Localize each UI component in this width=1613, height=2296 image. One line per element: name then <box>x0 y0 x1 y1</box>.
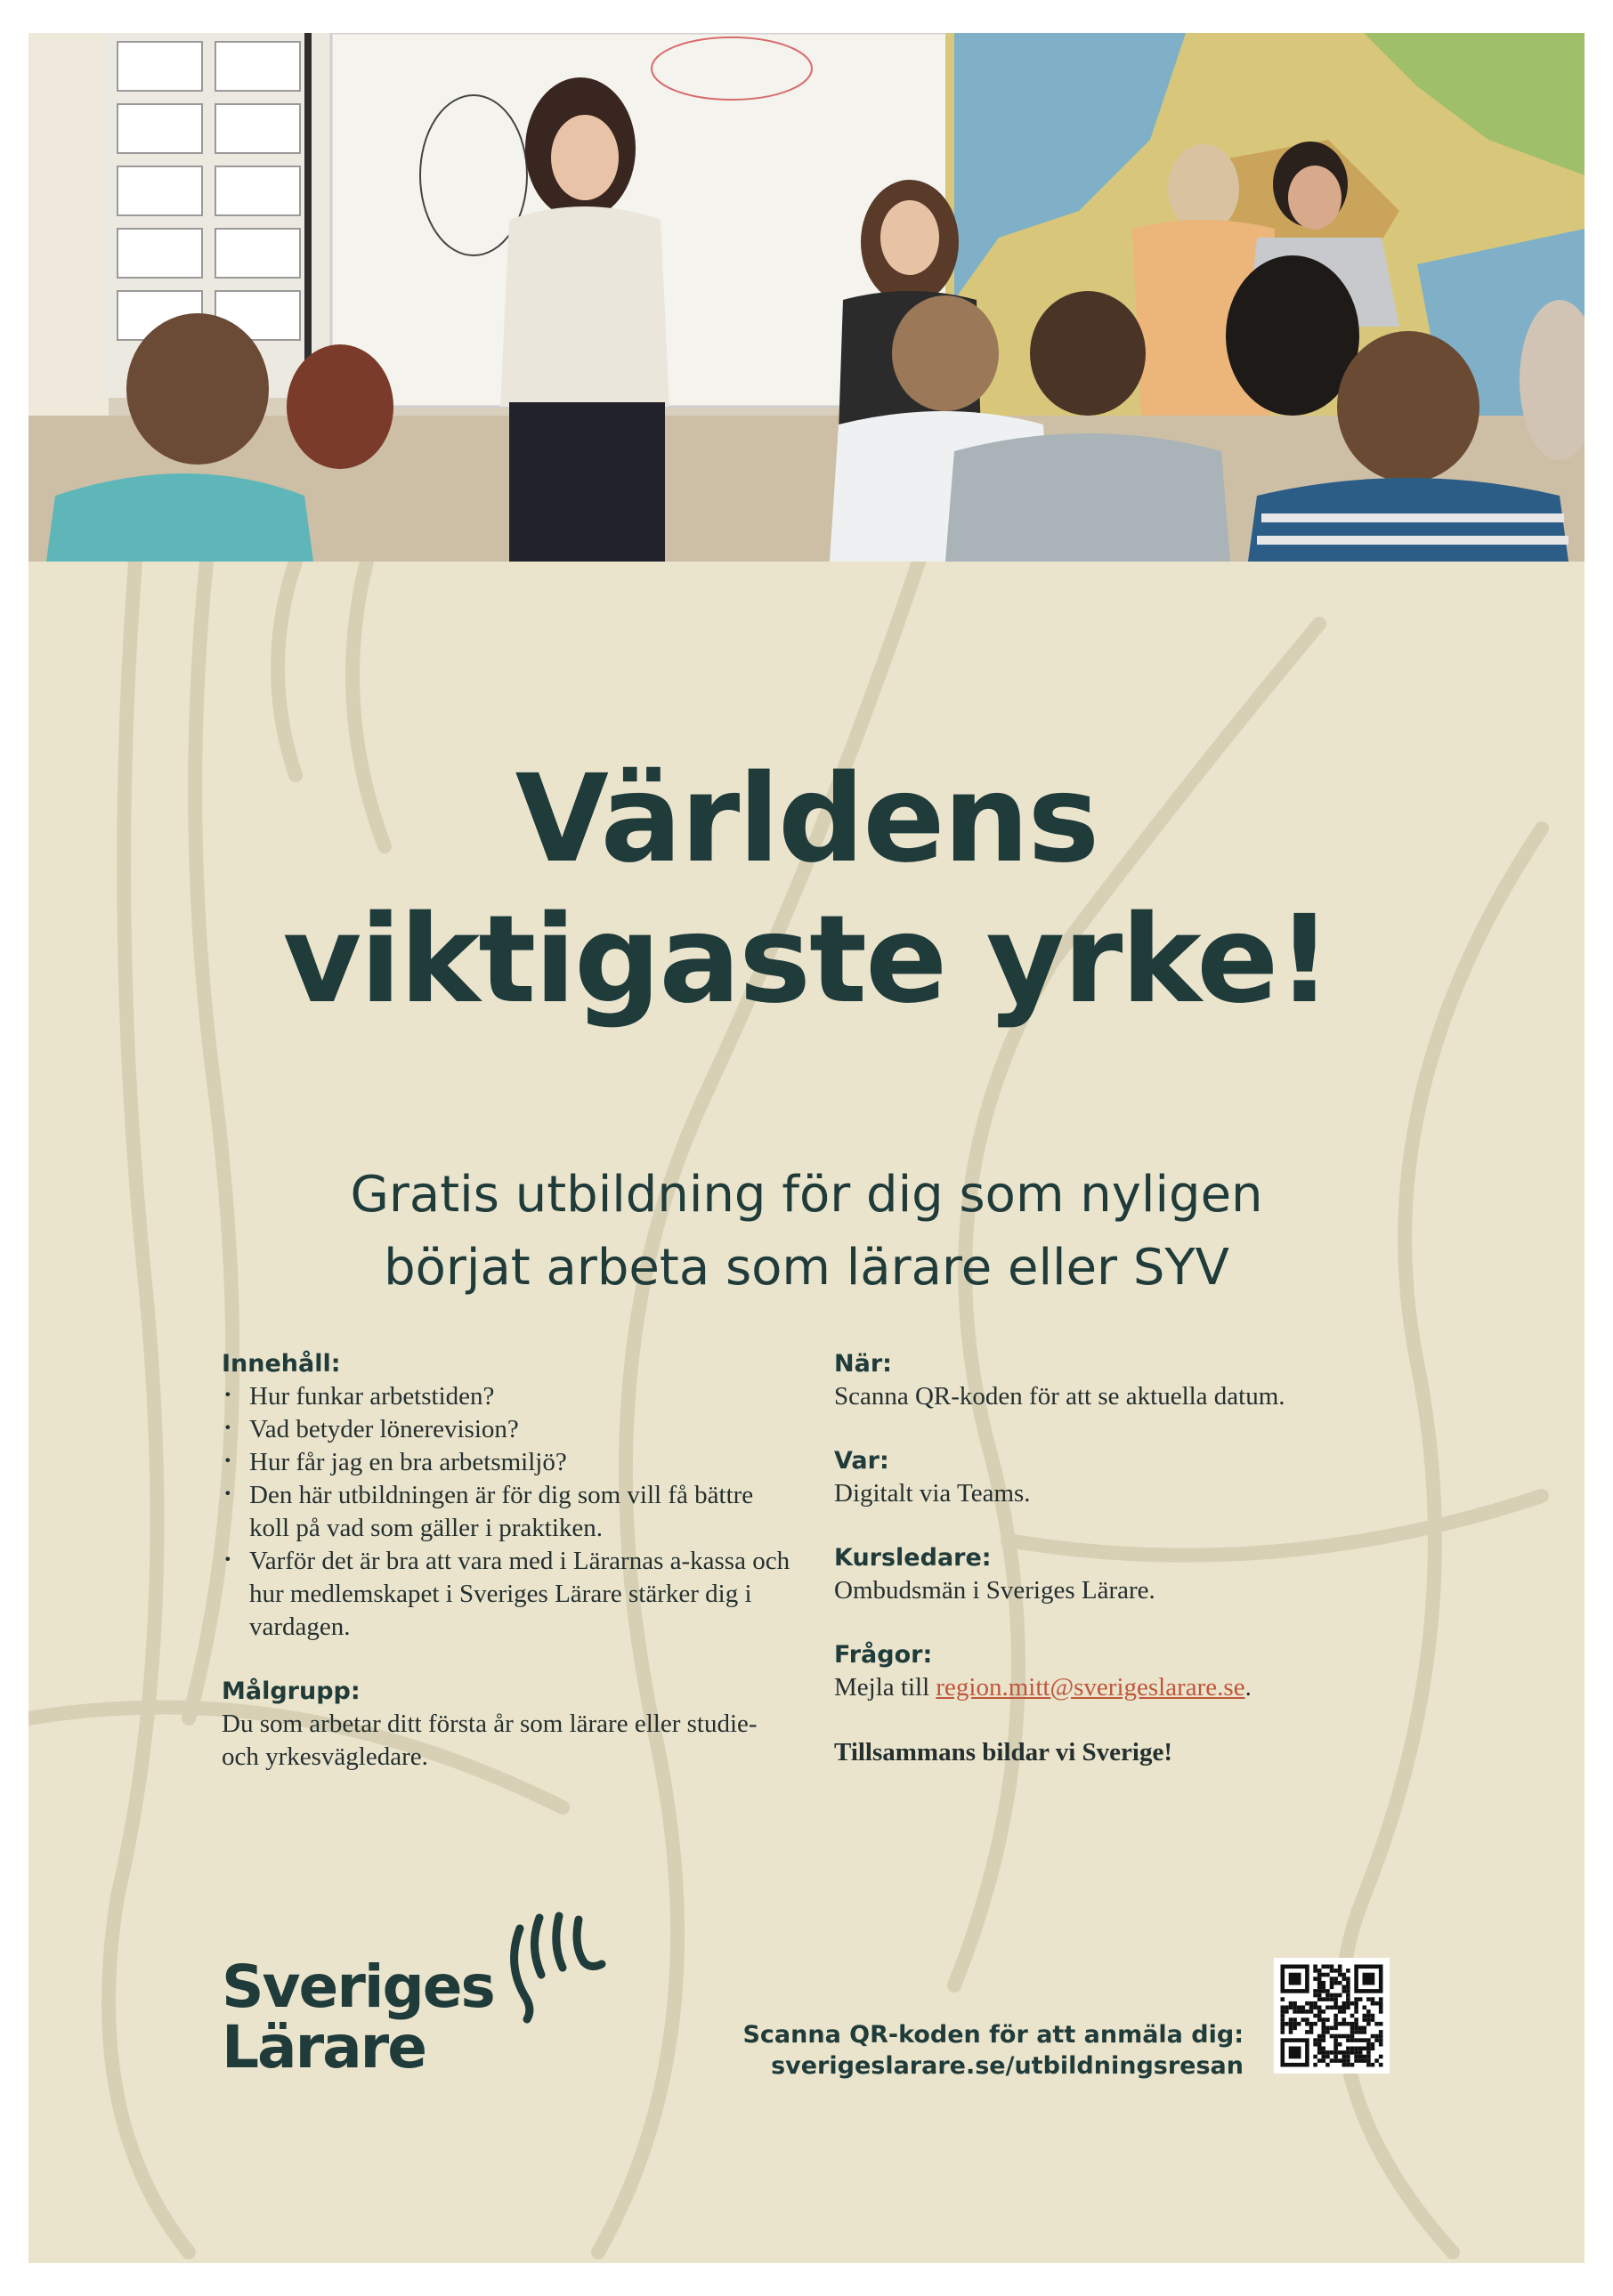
where-label: Var: <box>834 1447 889 1475</box>
when-label: När: <box>834 1350 892 1378</box>
list-item: · Varför det är bra att vara med i Lärarnas a-kassa och hur medlemskapet i Sveriges Lärare stärker dig i vardagen. <box>222 1545 791 1644</box>
right-column <box>834 1348 1404 1769</box>
qr-code-icon <box>1274 1958 1390 2074</box>
content-label: Innehåll: <box>222 1350 341 1378</box>
email-link[interactable]: region.mitt@sverigeslarare.se <box>936 1673 1245 1702</box>
content-list <box>222 1380 791 1644</box>
classroom-photo-icon <box>28 33 1585 562</box>
list-item: · Vad betyder lönerevision? <box>222 1413 791 1446</box>
course-leaders-text: Ombudsmän i Sveriges Lärare. <box>834 1576 1155 1605</box>
headline-line-2: viktigaste yrke! <box>282 890 1331 1031</box>
target-group-text: Du som arbetar ditt första år som lärare eller studie- och yrkesvägledare. <box>222 1710 758 1771</box>
qr-code[interactable] <box>1274 1958 1390 2074</box>
poster <box>28 33 1585 2263</box>
left-column <box>222 1348 791 1774</box>
hero-photo <box>28 33 1585 562</box>
target-group-label: Målgrupp: <box>222 1678 361 1705</box>
cta-line-1: Scanna QR-koden för att anmäla dig: <box>742 2021 1244 2049</box>
list-item: · Hur får jag en bra arbetsmiljö? <box>222 1446 791 1479</box>
closing-slogan: Tillsammans bildar vi Sverige! <box>834 1738 1172 1766</box>
questions-text <box>834 1671 1404 1704</box>
logo-word-line-1: Sveriges <box>222 1952 494 2021</box>
questions-label: Frågor: <box>834 1641 933 1669</box>
headline-line-1: Världens <box>515 749 1098 890</box>
questions-suffix: . <box>1244 1673 1252 1702</box>
subheadline-line-2: börjat arbeta som lärare eller SYV <box>384 1239 1229 1297</box>
sveriges-larare-mark-icon <box>502 1911 609 2026</box>
list-item: · Den här utbildningen är för dig som vill få bättre koll på vad som gäller i praktiken. <box>222 1479 791 1545</box>
headline <box>28 749 1585 1031</box>
logo-word-line-2: Lärare <box>222 2013 426 2082</box>
list-item: · Hur funkar arbetstiden? <box>222 1380 791 1413</box>
subheadline <box>28 1159 1585 1305</box>
where-text: Digitalt via Teams. <box>834 1479 1031 1508</box>
questions-prefix: Mejla till <box>834 1673 936 1702</box>
course-leaders-label: Kursledare: <box>834 1544 992 1572</box>
when-text: Scanna QR-koden för att se aktuella datum. <box>834 1382 1285 1411</box>
cta <box>742 2019 1244 2082</box>
subheadline-line-1: Gratis utbildning för dig som nyligen <box>350 1166 1263 1224</box>
cta-url[interactable]: sverigeslarare.se/utbildningsresan <box>771 2052 1244 2080</box>
